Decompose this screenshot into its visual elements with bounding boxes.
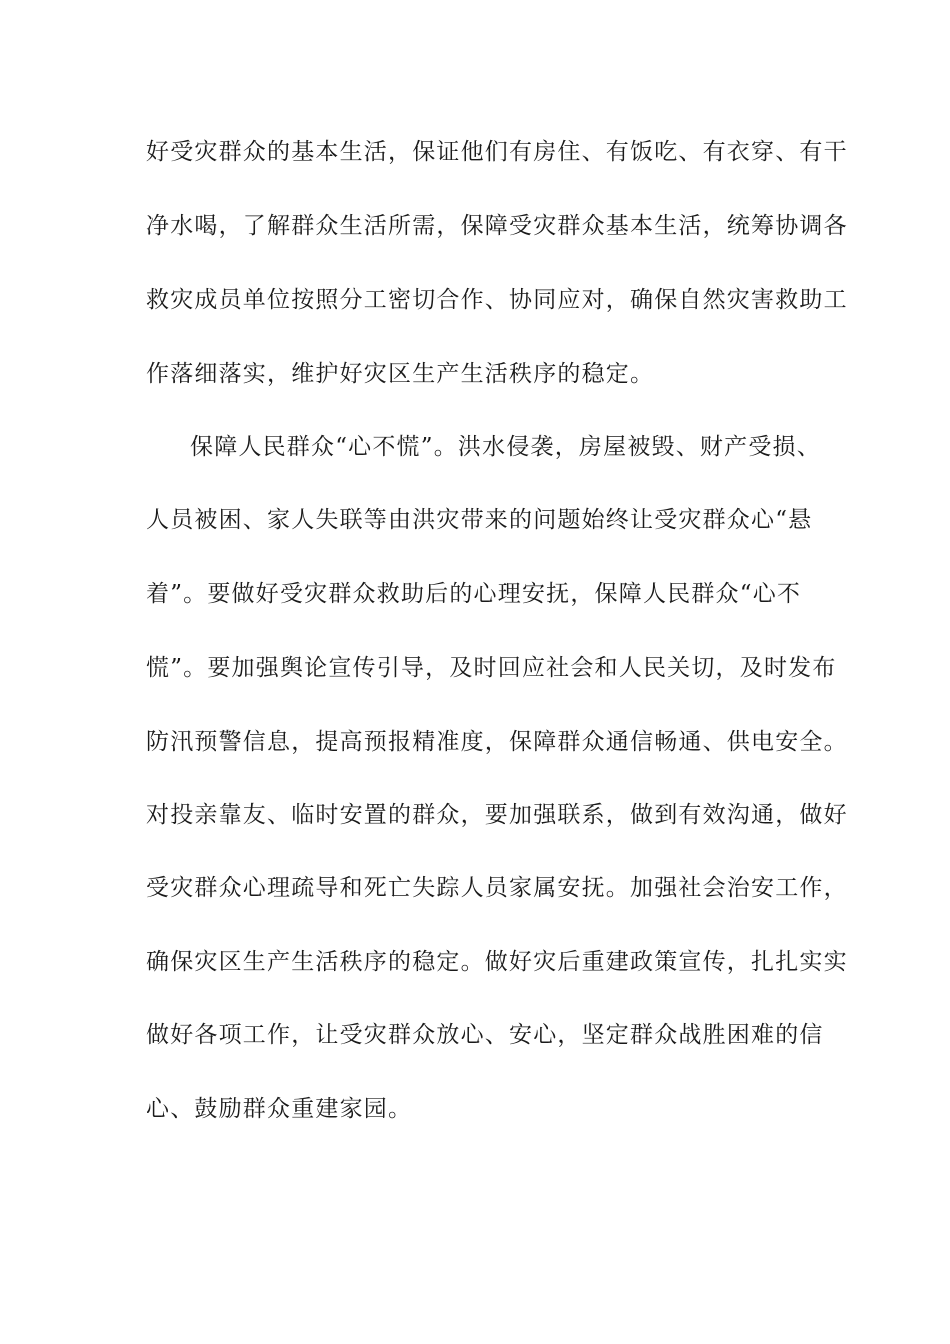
text-line: 确保灾区生产生活秩序的稳定。做好灾后重建政策宣传，扎扎实实 [146, 949, 848, 975]
text-line: 着”。要做好受灾群众救助后的心理安抚，保障人民群众“心不 [146, 581, 802, 607]
paragraph-start-line: 保障人民群众“心不慌”。洪水侵袭，房屋被毁、财产受损、 [190, 434, 821, 460]
text-line: 净水喝，了解群众生活所需，保障受灾群众基本生活，统筹协调各 [146, 213, 848, 239]
text-line: 心、鼓励群众重建家园。 [146, 1096, 413, 1122]
text-line: 作落细落实，维护好灾区生产生活秩序的稳定。 [146, 361, 655, 387]
text-line: 受灾群众心理疏导和死亡失踪人员家属安抚。加强社会治安工作， [146, 875, 848, 901]
text-line: 慌”。要加强舆论宣传引导，及时回应社会和人民关切，及时发布 [146, 655, 837, 681]
text-line: 人员被困、家人失联等由洪灾带来的问题始终让受灾群众心“悬 [146, 507, 813, 533]
text-line: 做好各项工作，让受灾群众放心、安心，坚定群众战胜困难的信 [146, 1022, 824, 1048]
text-line: 好受灾群众的基本生活，保证他们有房住、有饭吃、有衣穿、有干 [146, 139, 848, 165]
text-line: 救灾成员单位按照分工密切合作、协同应对，确保自然灾害救助工 [146, 287, 848, 313]
text-line: 对投亲靠友、临时安置的群众，要加强联系，做到有效沟通，做好 [146, 802, 848, 828]
text-line: 防汛预警信息，提高预报精准度，保障群众通信畅通、供电安全。 [146, 729, 848, 755]
